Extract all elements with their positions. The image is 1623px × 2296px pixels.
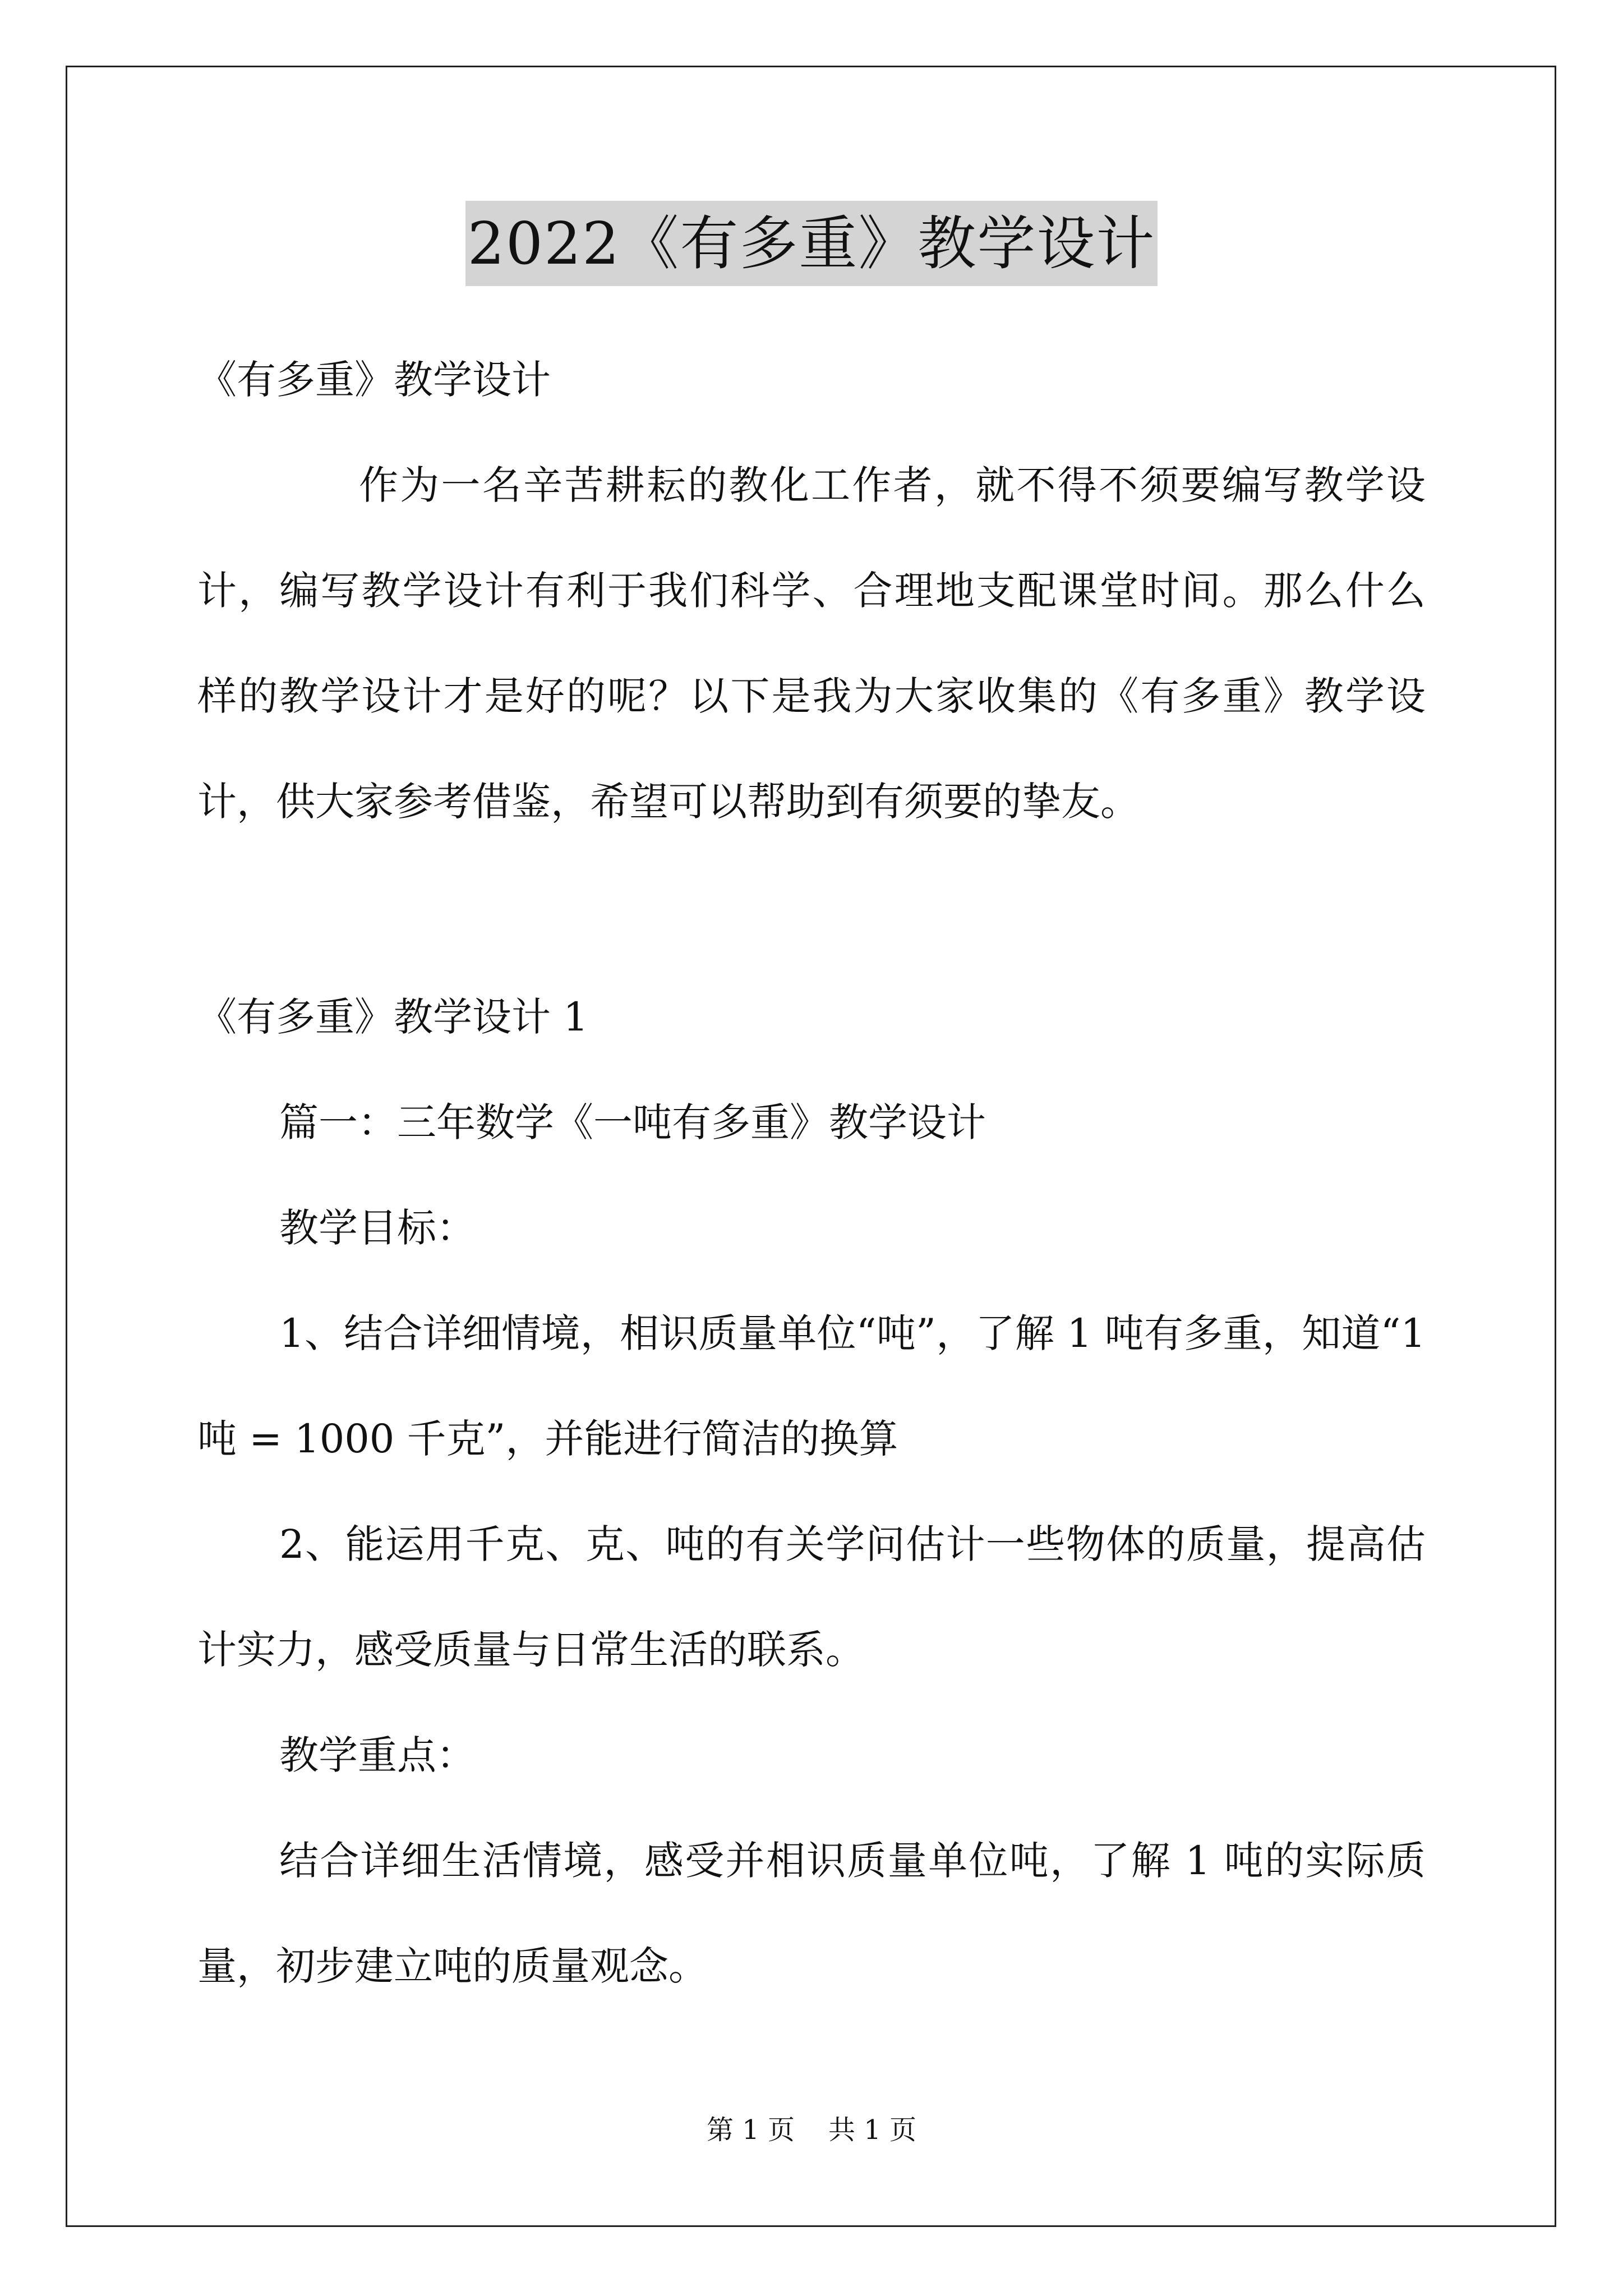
goals-label: 教学目标：	[279, 1205, 476, 1251]
page-number: 第 1 页	[706, 2114, 795, 2146]
intro-line-1: 作为一名辛苦耕耘的教化工作者，就不得不须要编写教学设	[359, 462, 1426, 508]
key-text-line-2: 量，初步建立吨的质量观念。	[197, 1943, 708, 1989]
document-title: 2022《有多重》教学设计	[465, 201, 1158, 286]
page-footer	[0, 2110, 1623, 2150]
section-heading: 《有多重》教学设计 1	[197, 994, 588, 1040]
goal-2-line-1: 2、能运用千克、克、吨的有关学问估计一些物体的质量，提高估	[279, 1521, 1426, 1567]
intro-line-4: 计，供大家参考借鉴，希望可以帮助到有须要的挚友。	[197, 779, 1140, 825]
intro-line-2: 计，编写教学设计有利于我们科学、合理地支配课堂时间。那么什么	[197, 568, 1426, 614]
subtitle: 《有多重》教学设计	[197, 357, 551, 403]
key-label: 教学重点：	[279, 1732, 476, 1778]
goal-2-line-2: 计实力，感受质量与日常生活的联系。	[197, 1627, 865, 1673]
intro-line-3: 样的教学设计才是好的呢？以下是我为大家收集的《有多重》教学设	[197, 673, 1426, 719]
part-heading: 篇一：三年数学《一吨有多重》教学设计	[279, 1099, 986, 1145]
title-container	[0, 201, 1623, 286]
goal-1-line-2: 吨 = 1000 千克”，并能进行简洁的换算	[197, 1416, 898, 1462]
page-total: 共 1 页	[828, 2114, 917, 2146]
goal-1-line-1: 1、结合详细情境，相识质量单位“吨”，了解 1 吨有多重，知道“1	[279, 1310, 1426, 1356]
key-text-line-1: 结合详细生活情境，感受并相识质量单位吨，了解 1 吨的实际质	[279, 1838, 1426, 1884]
